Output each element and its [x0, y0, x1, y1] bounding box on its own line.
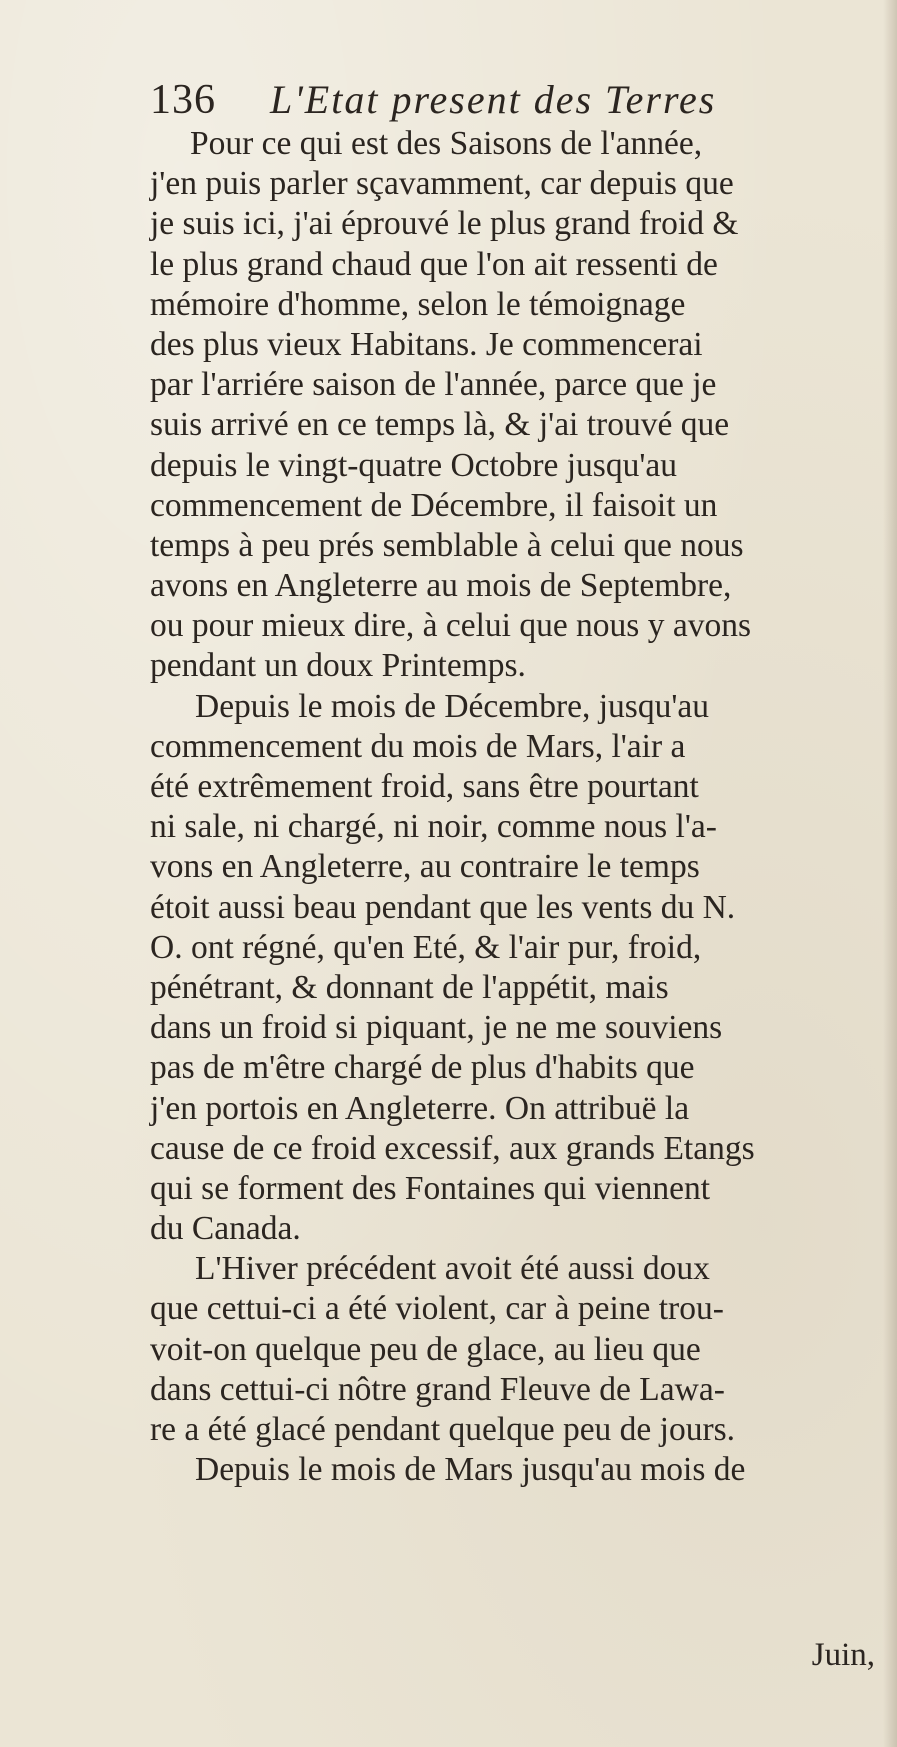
text-line: pas de m'être chargé de plus d'habits que [150, 1049, 695, 1087]
text-line: le plus grand chaud que l'on ait ressenti de [150, 245, 718, 283]
text-line: que cettui-ci a été violent, car à peine trou- [150, 1290, 724, 1328]
page-edge-shadow [883, 0, 897, 1747]
running-title: L'Etat present des Terres [270, 77, 717, 122]
text-line: j'en puis parler sçavamment, car depuis que [150, 165, 734, 203]
text-line: temps à peu prés semblable à celui que nous [150, 526, 744, 564]
text-line: commencement du mois de Mars, l'air a [150, 727, 686, 765]
body-text [150, 124, 885, 1490]
text-line: avons en Angleterre au mois de Septembre, [150, 567, 732, 605]
text-line: voit-on quelque peu de glace, au lieu que [150, 1330, 701, 1368]
text-line: L'Hiver précédent avoit été aussi doux [195, 1250, 710, 1288]
text-line: par l'arriére saison de l'année, parce que je [150, 366, 717, 404]
text-line: re a été glacé pendant quelque peu de jours. [150, 1411, 736, 1448]
text-line: dans cettui-ci nôtre grand Fleuve de Lawa- [150, 1370, 725, 1408]
text-line: ni sale, ni chargé, ni noir, comme nous l'a- [150, 808, 717, 846]
text-line: Pour ce qui est des Saisons de l'année, [190, 125, 703, 162]
text-line: vons en Angleterre, au contraire le temps [150, 848, 700, 886]
text-line: du Canada. [150, 1210, 301, 1248]
running-head [150, 72, 870, 132]
catchword: Juin, [811, 1637, 875, 1673]
text-line: été extrêmement froid, sans être pourtant [150, 768, 699, 805]
text-line: Depuis le mois de Mars jusqu'au mois de [195, 1451, 746, 1489]
text-line: pénétrant, & donnant de l'appétit, mais [150, 968, 669, 1006]
text-line: mémoire d'homme, selon le témoignage [150, 285, 686, 323]
text-line: depuis le vingt-quatre Octobre jusqu'au [150, 446, 678, 484]
text-line: pendant un doux Printemps. [150, 647, 526, 685]
text-line: cause de ce froid excessif, aux grands Etangs [150, 1129, 755, 1167]
text-line: je suis ici, j'ai éprouvé le plus grand froid & [150, 205, 739, 243]
text-line: qui se forment des Fontaines qui viennent [150, 1169, 711, 1207]
text-line: ou pour mieux dire, à celui que nous y avons [150, 607, 752, 645]
text-line: des plus vieux Habitans. Je commencerai [150, 325, 703, 363]
page-number: 136 [150, 77, 216, 123]
text-line: suis arrivé en ce temps là, & j'ai trouvé que [150, 406, 730, 444]
text-line: dans un froid si piquant, je ne me souviens [150, 1009, 723, 1047]
text-line: commencement de Décembre, il faisoit un [150, 486, 718, 524]
text-line: Depuis le mois de Décembre, jusqu'au [195, 687, 709, 725]
text-line: étoit aussi beau pendant que les vents du N. [150, 888, 736, 926]
text-line: j'en portois en Angleterre. On attribuë la [150, 1089, 690, 1127]
text-line: O. ont régné, qu'en Eté, & l'air pur, froid, [150, 928, 702, 966]
